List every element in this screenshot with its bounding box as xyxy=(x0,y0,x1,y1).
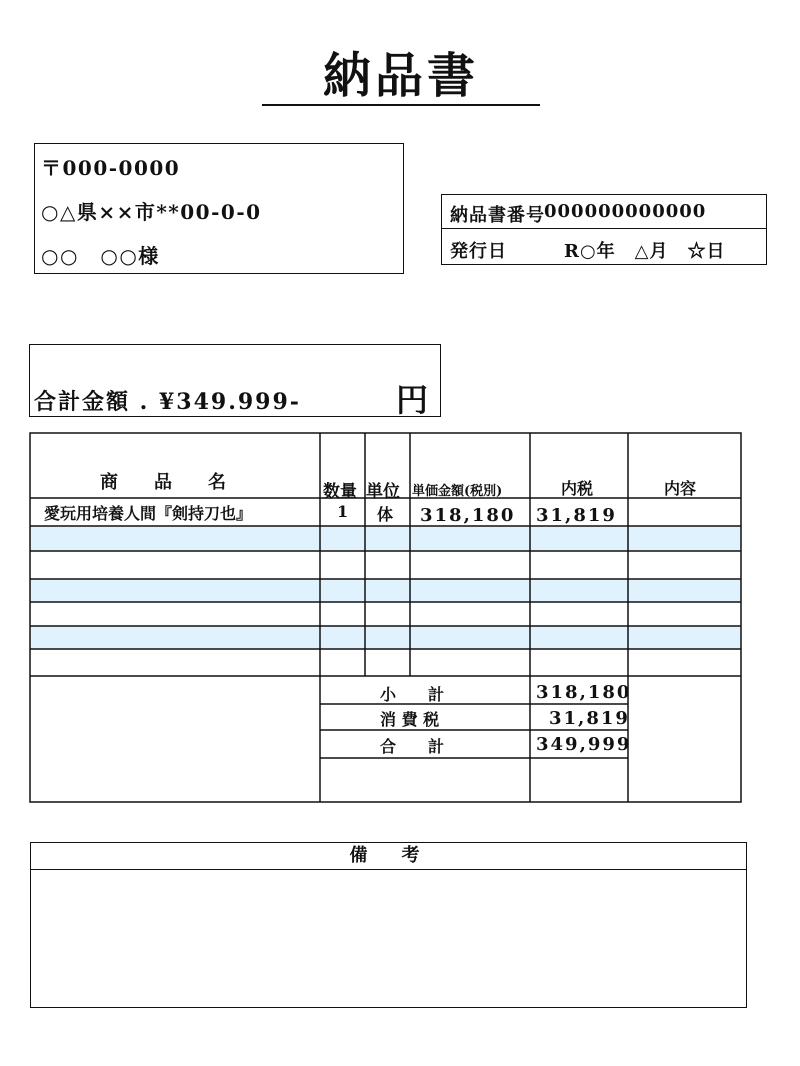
issue-number-label: 納品書番号 xyxy=(450,205,545,226)
notes-body xyxy=(30,869,747,1008)
total-label: 合 計 xyxy=(380,737,445,756)
recipient-address: ○△県××市**00-0-0 xyxy=(41,200,262,224)
total-amount-label: 合計金額 . ¥349.999- xyxy=(34,389,301,415)
header-qty: 数量 xyxy=(323,482,357,502)
header-price: 単価金額(税別) xyxy=(412,484,503,499)
issue-date-value: R○年 △月 ☆日 xyxy=(564,241,726,262)
row-1-unit: 体 xyxy=(377,505,394,524)
row-1-price: 318,180 xyxy=(420,505,516,526)
row-1-product: 愛玩用培養人間『剣持刀也』 xyxy=(44,504,253,523)
header-tax: 内税 xyxy=(561,479,594,498)
header-product: 商 品 名 xyxy=(100,472,226,493)
header-unit: 単位 xyxy=(366,482,400,502)
row-1-tax: 31,819 xyxy=(536,505,617,526)
document-title: 納品書 xyxy=(322,48,479,104)
tax-label: 消 費 税 xyxy=(380,710,440,729)
issue-number-value: 000000000000 xyxy=(544,201,707,222)
issue-date-label: 発行日 xyxy=(450,241,507,262)
tax-value: 31,819 xyxy=(549,708,630,729)
subtotal-value: 318,180 xyxy=(536,682,632,703)
row-1-qty: 1 xyxy=(337,502,349,521)
total-amount-unit: 円 xyxy=(396,381,429,419)
header-content: 内容 xyxy=(664,479,697,498)
notes-header: 備 考 xyxy=(30,842,747,870)
subtotal-label: 小 計 xyxy=(380,685,445,704)
total-value: 349,999 xyxy=(536,734,632,755)
recipient-postal: 〒000-0000 xyxy=(41,156,181,180)
recipient-name: ○○ ○○様 xyxy=(41,244,160,268)
